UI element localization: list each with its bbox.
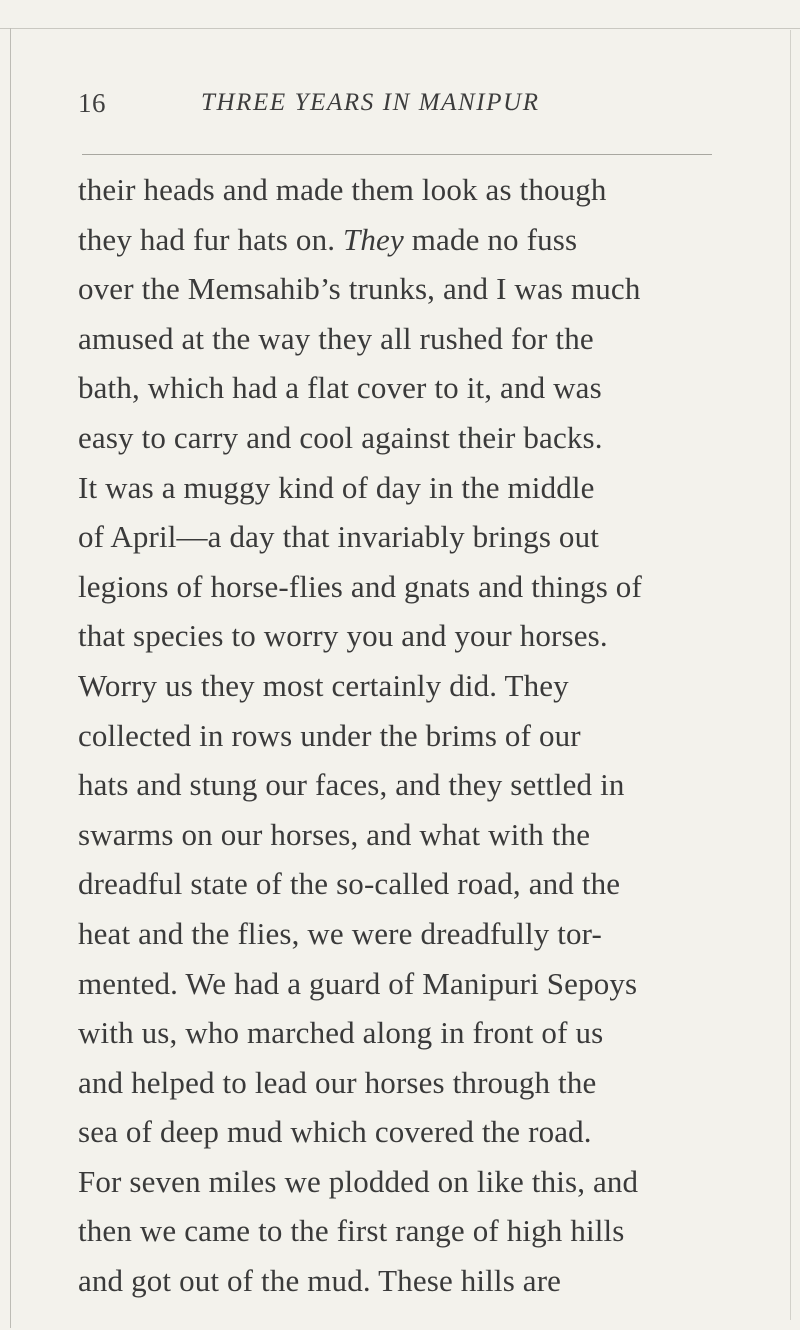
text-line: easy to carry and cool against their backs.: [78, 419, 603, 455]
text-line: Worry us they most certainly did. They: [78, 667, 569, 703]
header-rule: [82, 154, 712, 155]
text-line-with-italic: [78, 215, 748, 265]
text-line: For seven miles we plodded on like this, and: [78, 1163, 639, 1199]
text-line: and helped to lead our horses through the: [78, 1064, 597, 1100]
text-line: amused at the way they all rushed for the: [78, 320, 594, 356]
text-line: legions of horse-flies and gnats and things of: [78, 568, 642, 604]
text-line: and got out of the mud. These hills are: [78, 1263, 562, 1299]
running-title: THREE YEARS IN MANIPUR: [201, 89, 540, 116]
text-line: mented. We had a guard of Manipuri Sepoys: [78, 965, 638, 1001]
italic-word: They: [343, 221, 404, 257]
text-segment: made no fuss: [403, 221, 578, 257]
text-line: dreadful state of the so-called road, and the: [78, 866, 621, 902]
text-line: that species to worry you and your horses.: [78, 618, 608, 654]
page-edge-top: [0, 28, 800, 29]
text-line: sea of deep mud which covered the road.: [78, 1114, 592, 1150]
page-edge-right: [790, 30, 791, 1320]
page-number: 16: [78, 88, 106, 118]
running-head: [0, 88, 800, 128]
page-edge-left: [10, 28, 11, 1328]
text-line: collected in rows under the brims of our: [78, 717, 581, 753]
text-line: with us, who marched along in front of us: [78, 1015, 604, 1051]
text-line: bath, which had a flat cover to it, and was: [78, 370, 602, 406]
text-line: hats and stung our faces, and they settled in: [78, 767, 625, 803]
text-line: swarms on our horses, and what with the: [78, 816, 591, 852]
text-segment: they had fur hats on.: [78, 221, 344, 257]
body-text: [78, 165, 748, 1306]
text-line: over the Memsahib’s trunks, and I was much: [78, 271, 641, 307]
text-line: heat and the flies, we were dreadfully tor-: [78, 915, 602, 951]
text-line: It was a muggy kind of day in the middle: [78, 469, 595, 505]
text-line: then we came to the first range of high hills: [78, 1213, 625, 1249]
text-line: their heads and made them look as though: [78, 172, 607, 207]
text-line: of April—a day that invariably brings out: [78, 519, 599, 555]
